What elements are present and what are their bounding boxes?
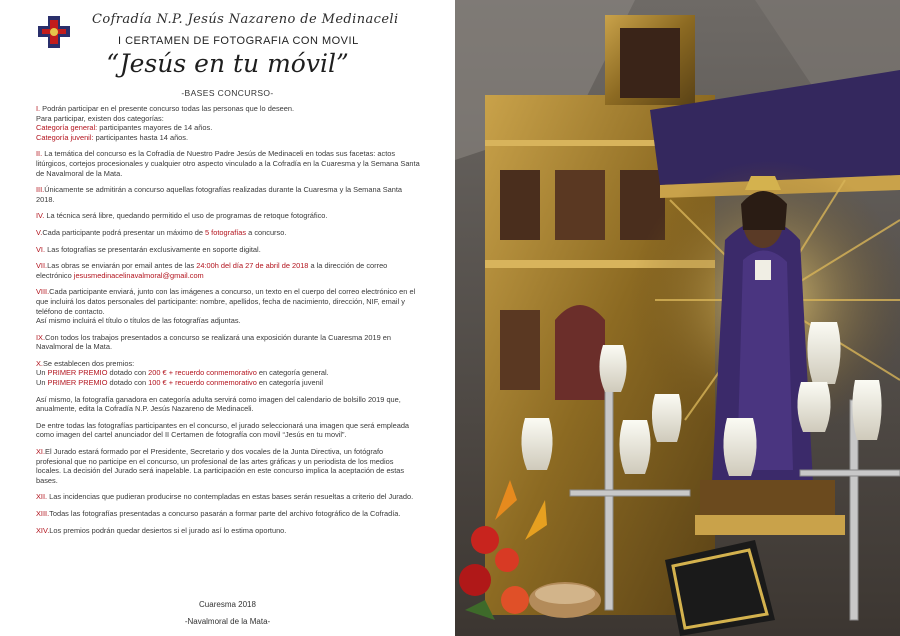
rule-14: XIV.Los premios podrán quedar desiertos si el jurado así lo estima oportuno. [36,525,287,535]
rule-13: XIII.Todas las fotografías presentadas a concurso pasarán a formar parte del archivo fotográfico de la Cofradía. [36,509,401,518]
rule-2: II. La temática del concurso es la Cofradía de Nuestro Padre Jesús de Medinaceli en todas sus facetas: actos litúrgicos, cortejos procesionales y cualquier otro aspecto vinculado a la Cofradía en la Cuaresma y la Semana Santa de Navalmoral de la Mata. [36,149,420,178]
rule-8-line2: Así mismo incluirá el título o títulos de las fotografías adjuntas. [36,316,241,326]
footer-town: -Navalmoral de la Mata- [184,617,271,626]
altar-illustration [455,0,900,636]
contest-title: “Jesús en tu móvil” [106,49,349,78]
rule-1-cat-general: Categoría general: participantes mayores de 14 años. [36,123,213,133]
rule-1-line2: Para participar, existen dos categorías: [36,113,164,123]
rule-1-cat-juvenil: Categoría juvenil: participantes hasta 14 años. [36,132,189,142]
rule-10-prize-juvenil: Un PRIMER PREMIO dotado con 100 € + recuerdo conmemorativo en categoría juvenil [36,378,323,388]
contest-subtitle: I CERTAMEN DE FOTOGRAFIA CON MOVIL [118,35,359,47]
rule-9: IX.Con todos los trabajos presentados a concurso se realizará una exposición durante la Cuaresma 2019 en Navalmoral de la Mata. [36,332,391,352]
rule-10-poster: De entre todas las fotografías participantes en el concurso, el jurado seleccionará una imagen que será empleada como imagen del cartel anunciador del II Certamen de fotografía con movil “Jesús en tu movil”. [36,420,410,440]
brotherhood-name: Cofradía N.P. Jesús Nazareno de Medinaceli [92,12,399,27]
contest-email-link[interactable]: jesusmedinacelinavalmoral@gmail.com [73,270,204,280]
rule-1: I. Podrán participar en el presente concurso todas las personas que lo deseen. [36,104,295,113]
rule-6: VI. Las fotografías se presentarán exclusivamente en soporte digital. [36,244,261,254]
rule-8: VIII.Cada participante enviará, junto con las imágenes a concurso, un texto en el cuerpo del correo electrónico en el que incluirá los datos personales del participante: nombre, apellidos, fecha de nacimiento, dirección, NIF, email y teléfono de contacto. [36,287,416,316]
footer-season: Cuaresma 2018 [199,600,256,609]
rule-7: VII.Las obras se enviarán por email antes de las 24:00h del día 27 de abril de 2018 a la dirección de correo electrónico jesusmedinacelinavalmoral@gmail.com [36,261,388,280]
rule-10-calendar: Así mismo, la fotografía ganadora en categoría adulta servirá como imagen del calendario de bolsillo 2019 que, anualmente, edita la Cofradía N.P. Jesús Nazareno de Medinaceli. [36,394,401,414]
rule-3: III.Únicamente se admitirán a concurso aquellas fotografías realizadas durante la Cuaresma y la Semana Santa 2018. [36,185,403,204]
rule-12: XII. Las incidencias que pudieran producirse no contempladas en estas bases serán resueltas a criterio del Jurado. [36,492,414,502]
cross-emblem-icon [36,14,72,50]
rule-5: V.Cada participante podrá presentar un máximo de 5 fotografías a concurso. [36,227,287,237]
bases-heading: -BASES CONCURSO- [181,88,274,98]
rules-body [36,104,420,535]
rule-4: IV. La técnica será libre, quedando permitido el uso de programas de retoque fotográfico. [36,211,328,221]
rule-11: XI.El Jurado estará formado por el Presidente, Secretario y dos vocales de la Junta Directiva, un fotógrafo profesional que no participe en el concurso, un profesional de las artes gráficas y un periodista de los medios locales. La decisión del Jurado será inapelable. La participación en este concurso implica la aceptación de estas bases. [36,447,405,485]
rule-10: X.Se establecen dos premios: [36,358,135,368]
rule-10-prize-general: Un PRIMER PREMIO dotado con 200 € + recuerdo conmemorativo en categoría general. [36,368,329,378]
altar-photo [455,0,900,636]
